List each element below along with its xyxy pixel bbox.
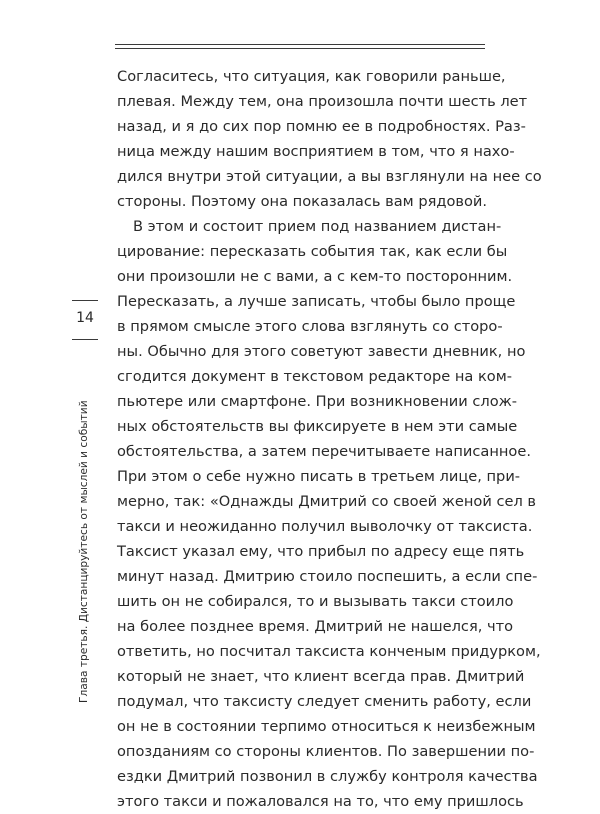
text-line: назад, и я до сих пор помню ее в подробностях. Раз- — [117, 118, 526, 135]
text-line: ны. Обычно для этого советуют завести дневник, но — [117, 343, 526, 360]
text-line: стороны. Поэтому она показалась вам рядовой. — [117, 193, 488, 210]
running-head: Глава третья. Дистанцируйтесь от мыслей и событий — [78, 400, 90, 703]
text-line: ответить, но посчитал таксиста конченым придурком, — [117, 643, 541, 660]
page-number-rule-top — [72, 300, 98, 301]
text-line: ница между нашим восприятием в том, что я нахо- — [117, 143, 515, 160]
text-line: который не знает, что клиент всегда прав. Дмитрий — [117, 668, 525, 685]
text-line: Таксист указал ему, что прибыл по адресу еще пять — [117, 543, 525, 560]
text-line: ездки Дмитрий позвонил в службу контроля качества — [117, 768, 538, 785]
text-line: мерно, так: «Однажды Дмитрий со своей женой сел в — [117, 493, 537, 510]
text-line: сгодится документ в текстовом редакторе на ком- — [117, 368, 512, 385]
text-line: обстоятельства, а затем перечитываете написанное. — [117, 443, 531, 460]
text-line: плевая. Между тем, она произошла почти шесть лет — [117, 93, 528, 110]
text-line: они произошли не с вами, а с кем-то посторонним. — [117, 268, 513, 285]
text-line: он не в состоянии терпимо относиться к неизбежным — [117, 718, 536, 735]
text-line: шить он не собирался, то и вызывать такси стоило — [117, 593, 514, 610]
text-line: на более позднее время. Дмитрий не нашелся, что — [117, 618, 514, 635]
page-number: 14 — [76, 310, 94, 326]
header-rule-bottom — [115, 48, 485, 49]
text-line: такси и неожиданно получил выволочку от таксиста. — [117, 518, 533, 535]
header-rule-top — [115, 44, 485, 45]
text-line: дился внутри этой ситуации, а вы взглянули на нее со — [117, 168, 542, 185]
text-line: цирование: пересказать события так, как если бы — [117, 243, 508, 260]
text-line: Согласитесь, что ситуация, как говорили раньше, — [117, 68, 506, 85]
text-line: Пересказать, а лучше записать, чтобы было проще — [117, 293, 516, 310]
text-line: ных обстоятельств вы фиксируете в нем эти самые — [117, 418, 518, 435]
text-line: В этом и состоит прием под названием дистан- — [133, 218, 502, 235]
text-line: При этом о себе нужно писать в третьем лице, при- — [117, 468, 521, 485]
text-line: подумал, что таксисту следует сменить работу, если — [117, 693, 532, 710]
text-line: в прямом смысле этого слова взглянуть со сторо- — [117, 318, 503, 335]
text-line: пьютере или смартфоне. При возникновении слож- — [117, 393, 518, 410]
text-line: этого такси и пожаловался на то, что ему пришлось — [117, 793, 524, 810]
page-number-rule-bottom — [72, 339, 98, 340]
text-line: минут назад. Дмитрию стоило поспешить, а если спе- — [117, 568, 538, 585]
text-line: опозданиям со стороны клиентов. По завершении по- — [117, 743, 535, 760]
